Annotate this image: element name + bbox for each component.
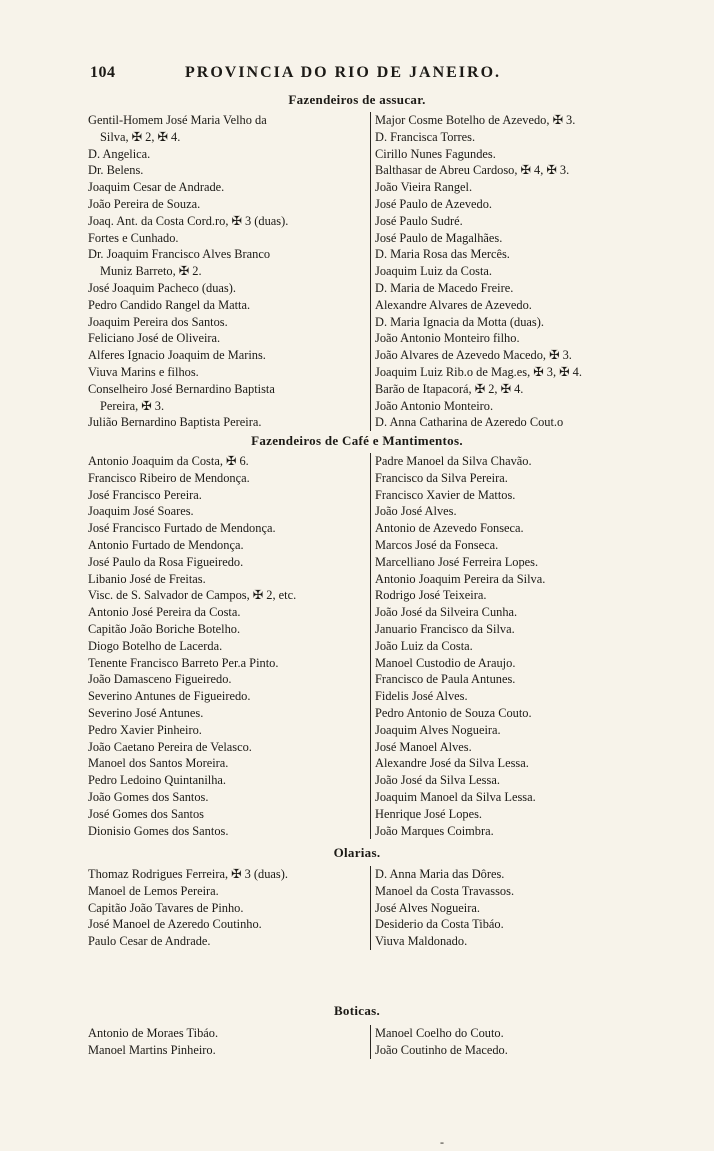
name-entry: José Joaquim Pacheco (duas). bbox=[88, 280, 236, 295]
name-entry: Joaquim Pereira dos Santos. bbox=[88, 314, 228, 329]
name-entry: Manoel de Lemos Pereira. bbox=[88, 883, 219, 898]
name-entry: Manoel Martins Pinheiro. bbox=[88, 1042, 216, 1057]
name-entry: João Pereira de Souza. bbox=[88, 196, 201, 211]
name-entry: Capitão João Tavares de Pinho. bbox=[88, 900, 244, 915]
name-entry: Visc. de S. Salvador de Campos, ✠ 2, etc. bbox=[88, 588, 297, 603]
name-entry: João Alvares de Azevedo Macedo, ✠ 3. bbox=[375, 348, 572, 363]
name-entry: D. Maria Rosa das Mercês. bbox=[375, 247, 510, 262]
right-column bbox=[370, 112, 660, 431]
name-entry: José Gomes dos Santos bbox=[88, 806, 204, 821]
name-entry: Diogo Botelho de Lacerda. bbox=[88, 638, 223, 653]
name-entry: Pereira, ✠ 3. bbox=[100, 398, 165, 413]
name-entry: Padre Manoel da Silva Chavão. bbox=[375, 454, 532, 468]
name-entry: Francisco da Silva Pereira. bbox=[375, 470, 508, 485]
name-entry: João Luiz da Costa. bbox=[375, 638, 473, 653]
name-entry: Alexandre Alvares de Azevedo. bbox=[375, 297, 532, 312]
name-entry: Julião Bernardino Baptista Pereira. bbox=[88, 415, 262, 430]
name-entry: Dr. Joaquim Francisco Alves Branco bbox=[88, 247, 271, 262]
section-title: Olarias. bbox=[333, 845, 381, 860]
name-entry: José Francisco Pereira. bbox=[88, 487, 202, 502]
name-entry: Antonio Joaquim Pereira da Silva. bbox=[375, 571, 546, 586]
name-entry: Viuva Maldonado. bbox=[375, 934, 468, 949]
name-entry: Balthasar de Abreu Cardoso, ✠ 4, ✠ 3. bbox=[375, 163, 570, 178]
name-entry: Antonio de Azevedo Fonseca. bbox=[375, 521, 524, 536]
name-entry: Joaquim José Soares. bbox=[88, 504, 194, 519]
name-entry: D. Maria de Macedo Freire. bbox=[375, 280, 514, 295]
name-entry: Antonio de Moraes Tibáo. bbox=[88, 1026, 219, 1040]
name-entry: Antonio Furtado de Mendonça. bbox=[88, 537, 244, 552]
name-entry: Cirillo Nunes Fagundes. bbox=[375, 146, 496, 161]
name-entry: Dr. Belens. bbox=[88, 163, 144, 178]
section-title: Fazendeiros de assucar. bbox=[288, 92, 426, 107]
name-entry: D. Francisca Torres. bbox=[375, 129, 476, 144]
left-column bbox=[88, 866, 368, 950]
name-entry: João Antonio Monteiro. bbox=[375, 398, 494, 413]
name-entry: D. Maria Ignacia da Motta (duas). bbox=[375, 314, 544, 329]
name-entry: Francisco de Paula Antunes. bbox=[375, 672, 516, 687]
name-entry: Marcelliano José Ferreira Lopes. bbox=[375, 554, 539, 569]
right-column bbox=[370, 453, 660, 839]
name-entry: João José Alves. bbox=[375, 504, 457, 519]
name-entry: José Manoel de Azeredo Coutinho. bbox=[88, 917, 262, 932]
section-title: Boticas. bbox=[333, 1003, 381, 1018]
name-entry: Joaq. Ant. da Costa Cord.ro, ✠ 3 (duas). bbox=[88, 213, 289, 228]
name-entry: João José da Silva Lessa. bbox=[375, 773, 500, 788]
footer-mark: - bbox=[440, 1135, 444, 1149]
name-entry: José Manoel Alves. bbox=[375, 739, 472, 754]
page-number: 104 bbox=[90, 64, 116, 81]
name-entry: D. Anna Maria das Dôres. bbox=[375, 867, 505, 881]
name-entry: Alferes Ignacio Joaquim de Marins. bbox=[88, 348, 266, 363]
name-entry: João Antonio Monteiro filho. bbox=[375, 331, 520, 346]
section-title: Fazendeiros de Café e Mantimentos. bbox=[251, 433, 463, 448]
name-entry: Tenente Francisco Barreto Per.a Pinto. bbox=[88, 655, 279, 670]
name-entry: Major Cosme Botelho de Azevedo, ✠ 3. bbox=[375, 113, 576, 127]
name-entry: João Gomes dos Santos. bbox=[88, 789, 209, 804]
name-entry: Januario Francisco da Silva. bbox=[375, 621, 515, 636]
name-entry: Silva, ✠ 2, ✠ 4. bbox=[100, 129, 181, 144]
name-entry: José Paulo da Rosa Figueiredo. bbox=[88, 554, 244, 569]
name-entry: Severino José Antunes. bbox=[88, 705, 204, 720]
left-column bbox=[88, 112, 368, 431]
name-entry: Marcos José da Fonseca. bbox=[375, 537, 499, 552]
name-entry: Joaquim Manoel da Silva Lessa. bbox=[375, 789, 536, 804]
name-entry: João Coutinho de Macedo. bbox=[375, 1042, 508, 1057]
name-entry: Fidelis José Alves. bbox=[375, 689, 468, 704]
name-entry: D. Angelica. bbox=[88, 146, 151, 161]
right-column bbox=[370, 1025, 660, 1059]
name-entry: Joaquim Luiz Rib.o de Mag.es, ✠ 3, ✠ 4. bbox=[375, 364, 582, 379]
name-entry: Rodrigo José Teixeira. bbox=[375, 588, 487, 603]
name-entry: Pedro Antonio de Souza Couto. bbox=[375, 705, 532, 720]
name-entry: Manoel da Costa Travassos. bbox=[375, 883, 515, 898]
name-entry: Gentil-Homem José Maria Velho da bbox=[88, 113, 267, 127]
left-column bbox=[88, 1025, 368, 1059]
name-entry: Francisco Ribeiro de Mendonça. bbox=[88, 470, 250, 485]
name-entry: Pedro Xavier Pinheiro. bbox=[88, 722, 202, 737]
name-entry: Antonio José Pereira da Costa. bbox=[88, 605, 241, 620]
name-entry: Pedro Candido Rangel da Matta. bbox=[88, 297, 251, 312]
left-column bbox=[88, 453, 368, 839]
name-entry: Conselheiro José Bernardino Baptista bbox=[88, 381, 275, 396]
name-entry: José Paulo de Magalhães. bbox=[375, 230, 503, 245]
name-entry: Dionisio Gomes dos Santos. bbox=[88, 823, 229, 838]
name-entry: Muniz Barreto, ✠ 2. bbox=[100, 264, 202, 279]
name-entry: Pedro Ledoino Quintanilha. bbox=[88, 773, 226, 788]
name-entry: José Paulo Sudré. bbox=[375, 213, 463, 228]
name-entry: Barão de Itapacorá, ✠ 2, ✠ 4. bbox=[375, 381, 524, 396]
name-entry: Viuva Marins e filhos. bbox=[88, 364, 199, 379]
name-entry: Joaquim Cesar de Andrade. bbox=[88, 180, 225, 195]
name-entry: Thomaz Rodrigues Ferreira, ✠ 3 (duas). bbox=[88, 867, 288, 881]
name-entry: Desiderio da Costa Tibáo. bbox=[375, 917, 504, 932]
name-entry: Joaquim Luiz da Costa. bbox=[375, 264, 493, 279]
name-entry: D. Anna Catharina de Azeredo Cout.o bbox=[375, 415, 564, 430]
name-entry: Manoel dos Santos Moreira. bbox=[88, 756, 229, 771]
name-entry: Paulo Cesar de Andrade. bbox=[88, 934, 211, 949]
name-entry: Manoel Custodio de Araujo. bbox=[375, 655, 516, 670]
name-entry: Manoel Coelho do Couto. bbox=[375, 1026, 504, 1040]
name-entry: Severino Antunes de Figueiredo. bbox=[88, 689, 251, 704]
name-entry: João Damasceno Figueiredo. bbox=[88, 672, 232, 687]
name-entry: José Alves Nogueira. bbox=[375, 900, 480, 915]
name-entry: João Caetano Pereira de Velasco. bbox=[88, 739, 252, 754]
name-entry: Henrique José Lopes. bbox=[375, 806, 483, 821]
name-entry: Libanio José de Freitas. bbox=[88, 571, 206, 586]
name-entry: Antonio Joaquim da Costa, ✠ 6. bbox=[88, 454, 249, 468]
name-entry: Fortes e Cunhado. bbox=[88, 230, 179, 245]
running-head: PROVINCIA DO RIO DE JANEIRO. bbox=[185, 64, 502, 81]
name-entry: Alexandre José da Silva Lessa. bbox=[375, 756, 529, 771]
name-entry: João José da Silveira Cunha. bbox=[375, 605, 518, 620]
name-entry: Joaquim Alves Nogueira. bbox=[375, 722, 501, 737]
name-entry: João Vieira Rangel. bbox=[375, 180, 473, 195]
name-entry: José Francisco Furtado de Mendonça. bbox=[88, 521, 276, 536]
right-column bbox=[370, 866, 660, 950]
name-entry: Francisco Xavier de Mattos. bbox=[375, 487, 516, 502]
name-entry: João Marques Coimbra. bbox=[375, 823, 494, 838]
name-entry: José Paulo de Azevedo. bbox=[375, 196, 492, 211]
name-entry: Capitão João Boriche Botelho. bbox=[88, 621, 241, 636]
name-entry: Feliciano José de Oliveira. bbox=[88, 331, 221, 346]
